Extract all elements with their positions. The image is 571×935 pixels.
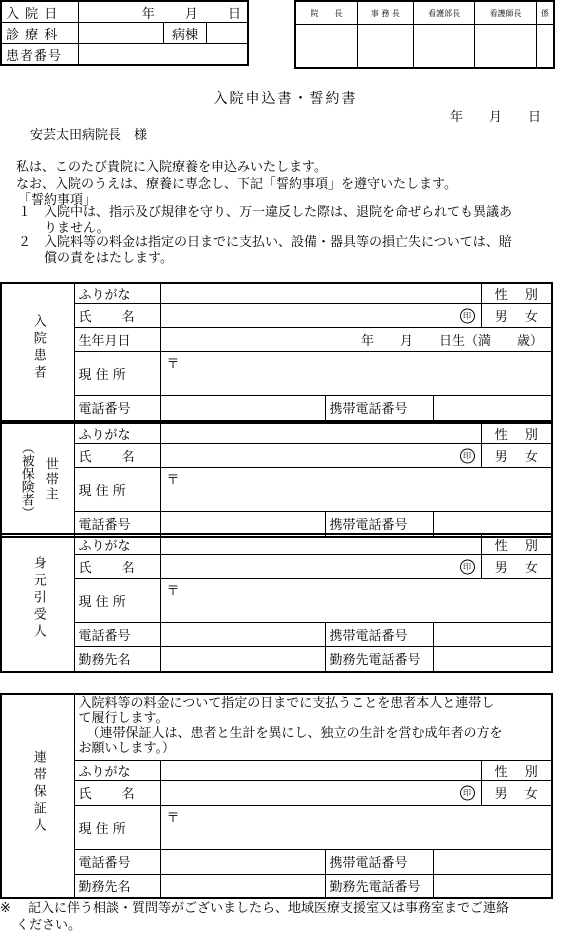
guarantor-phone-field[interactable] <box>160 623 325 647</box>
work-phone-label: 勤務先電話番号 <box>325 647 433 672</box>
guarantor-section <box>0 533 553 673</box>
joint-guarantor-note <box>74 694 552 760</box>
guarantor-work-phone-field[interactable] <box>433 647 552 672</box>
joint-workplace-field[interactable] <box>160 874 325 898</box>
seal-icon: 印 <box>460 785 475 800</box>
householder-name-field[interactable] <box>160 444 481 468</box>
joint-name-field[interactable] <box>160 780 481 805</box>
patient-address-field[interactable]: 〒 <box>160 352 552 396</box>
seal-icon: 印 <box>460 448 475 463</box>
application-date: 年 月 日 <box>449 110 541 125</box>
address-label: 現 住 所 <box>74 468 160 512</box>
mobile-label: 携帯電話番号 <box>325 849 433 874</box>
joint-guarantor-section-label <box>1 694 74 898</box>
approval-header-director: 院 長 <box>295 1 357 25</box>
document-title: 入院申込書・誓約書 <box>213 91 358 107</box>
pledge-heading: 「誓約事項」 <box>18 193 97 208</box>
address-label: 現 住 所 <box>74 579 160 623</box>
pledge-text-cont: 償の責をはたします。 <box>44 251 173 266</box>
name-label: 氏 名 <box>74 555 160 579</box>
patient-name-field[interactable] <box>160 304 481 328</box>
guarantor-furigana-field[interactable] <box>160 534 481 555</box>
patient-section-label <box>1 283 74 421</box>
joint-note-line-4: お願いします。） <box>78 741 175 756</box>
patient-phone-field[interactable] <box>160 396 325 421</box>
approval-stamp-head-nurse[interactable] <box>475 25 536 69</box>
phone-label: 電話番号 <box>74 396 160 421</box>
phone-label: 電話番号 <box>74 623 160 647</box>
address-label: 現 住 所 <box>74 805 160 849</box>
patient-section-text: 入院患者 <box>30 313 46 382</box>
patient-gender-options[interactable]: 男 女 <box>481 304 552 328</box>
name-label: 氏 名 <box>74 780 160 805</box>
joint-note-line-2: て履行します。 <box>78 711 169 726</box>
guarantor-name-field[interactable] <box>160 555 481 579</box>
department-label: 診 療 科 <box>1 23 79 44</box>
approval-stamp-director[interactable] <box>295 25 357 69</box>
note-mark: ※ <box>0 901 11 916</box>
addressee: 安芸太田病院長 様 <box>30 128 148 143</box>
joint-mobile-field[interactable] <box>433 849 552 874</box>
pledge-number: ２ <box>18 235 32 250</box>
approval-stamp-staff[interactable] <box>536 25 554 69</box>
intro-line-1: 私は、このたび貴院に入院療養を申込みいたします。 <box>16 160 327 175</box>
name-label: 氏 名 <box>74 444 160 468</box>
work-phone-label: 勤務先電話番号 <box>325 874 433 898</box>
joint-note-line-1: 入院料等の料金について指定の日までに支払うことを患者本人と連帯し <box>78 696 495 711</box>
furigana-label: ふりがな <box>74 760 160 780</box>
gender-label: 性 別 <box>481 283 552 304</box>
intro-line-2: なお、入院のうえは、療養に専念し、下記「誓約事項」を遵守いたします。 <box>16 177 457 192</box>
householder-gender-options[interactable]: 男 女 <box>481 444 552 468</box>
approval-header-staff: 係 <box>536 1 554 25</box>
seal-icon: 印 <box>460 559 475 574</box>
guarantor-section-label <box>1 534 74 672</box>
pledge-text-cont: りません。 <box>44 221 110 236</box>
gender-label: 性 別 <box>481 534 552 555</box>
guarantor-mobile-field[interactable] <box>433 623 552 647</box>
mobile-label: 携帯電話番号 <box>325 623 433 647</box>
patient-birthdate-field[interactable]: 年 月 日生（満 歳） <box>160 328 552 352</box>
joint-guarantor-section-text: 連帯保証人 <box>30 749 46 835</box>
workplace-label: 勤務先名 <box>74 874 160 898</box>
gender-label: 性 別 <box>481 760 552 780</box>
patient-furigana-field[interactable] <box>160 283 481 304</box>
approval-stamp-box <box>294 0 555 69</box>
footnote <box>0 900 571 934</box>
pledge-text: 入院料等の料金は指定の日までに支払い、設備・器具等の損亡失については、賠 <box>44 235 512 250</box>
approval-header-office-manager: 事 務 長 <box>357 1 413 25</box>
approval-stamp-nursing-director[interactable] <box>413 25 474 69</box>
workplace-label: 勤務先名 <box>74 647 160 672</box>
householder-main-text: 世帯主 <box>42 457 58 503</box>
householder-section <box>0 422 553 538</box>
admission-date-label: 入 院 日 <box>1 1 79 23</box>
guarantor-workplace-field[interactable] <box>160 647 325 672</box>
pledge-item-2 <box>18 235 571 267</box>
joint-furigana-field[interactable] <box>160 760 481 780</box>
joint-phone-field[interactable] <box>160 849 325 874</box>
householder-furigana-field[interactable] <box>160 423 481 444</box>
joint-note-line-3: （連帯保証人は、患者と生計を異にし、独立の生計を営む成年者の方を <box>86 726 503 741</box>
approval-stamp-office-manager[interactable] <box>357 25 413 69</box>
address-label: 現 住 所 <box>74 352 160 396</box>
phone-label: 電話番号 <box>74 512 160 537</box>
householder-section-label <box>1 423 74 537</box>
approval-header-nursing-director: 看護部長 <box>413 1 474 25</box>
joint-guarantor-section <box>0 693 553 899</box>
gender-label: 性 別 <box>481 423 552 444</box>
guarantor-gender-options[interactable]: 男 女 <box>481 555 552 579</box>
name-label: 氏 名 <box>74 304 160 328</box>
department-field[interactable] <box>79 23 164 44</box>
admission-date-field[interactable]: 年 月 日 <box>79 1 249 23</box>
ward-field[interactable] <box>207 23 249 44</box>
mobile-label: 携帯電話番号 <box>325 512 433 537</box>
pledge-item-1 <box>18 205 571 237</box>
pledge-number: １ <box>18 205 32 220</box>
joint-work-phone-field[interactable] <box>433 874 552 898</box>
guarantor-address-field[interactable]: 〒 <box>160 579 552 623</box>
householder-address-field[interactable]: 〒 <box>160 468 552 512</box>
footnote-line-2: ください。 <box>16 918 82 933</box>
joint-address-field[interactable]: 〒 <box>160 805 552 849</box>
joint-gender-options[interactable]: 男 女 <box>481 780 552 805</box>
admission-info-box <box>0 0 249 66</box>
birthdate-label: 生年月日 <box>74 328 160 352</box>
furigana-label: ふりがな <box>74 423 160 444</box>
patient-section <box>0 282 553 422</box>
patient-number-field[interactable] <box>79 44 249 66</box>
phone-label: 電話番号 <box>74 849 160 874</box>
footnote-line-1: 記入に伴う相談・質問等がございましたら、地域医療支援室又は事務室までご連絡 <box>28 901 510 916</box>
patient-number-label: 患者番号 <box>1 44 79 66</box>
seal-icon: 印 <box>460 308 475 323</box>
householder-sub-text: （被保険者） <box>18 440 34 519</box>
patient-mobile-field[interactable] <box>433 396 552 421</box>
furigana-label: ふりがな <box>74 283 160 304</box>
ward-label: 病棟 <box>164 23 207 44</box>
guarantor-section-text: 身元引受人 <box>30 556 46 642</box>
furigana-label: ふりがな <box>74 534 160 555</box>
pledge-text: 入院中は、指示及び規律を守り、万一違反した際は、退院を命ぜられても異議あ <box>44 205 513 220</box>
mobile-label: 携帯電話番号 <box>325 396 433 421</box>
approval-header-head-nurse: 看護師長 <box>475 1 536 25</box>
